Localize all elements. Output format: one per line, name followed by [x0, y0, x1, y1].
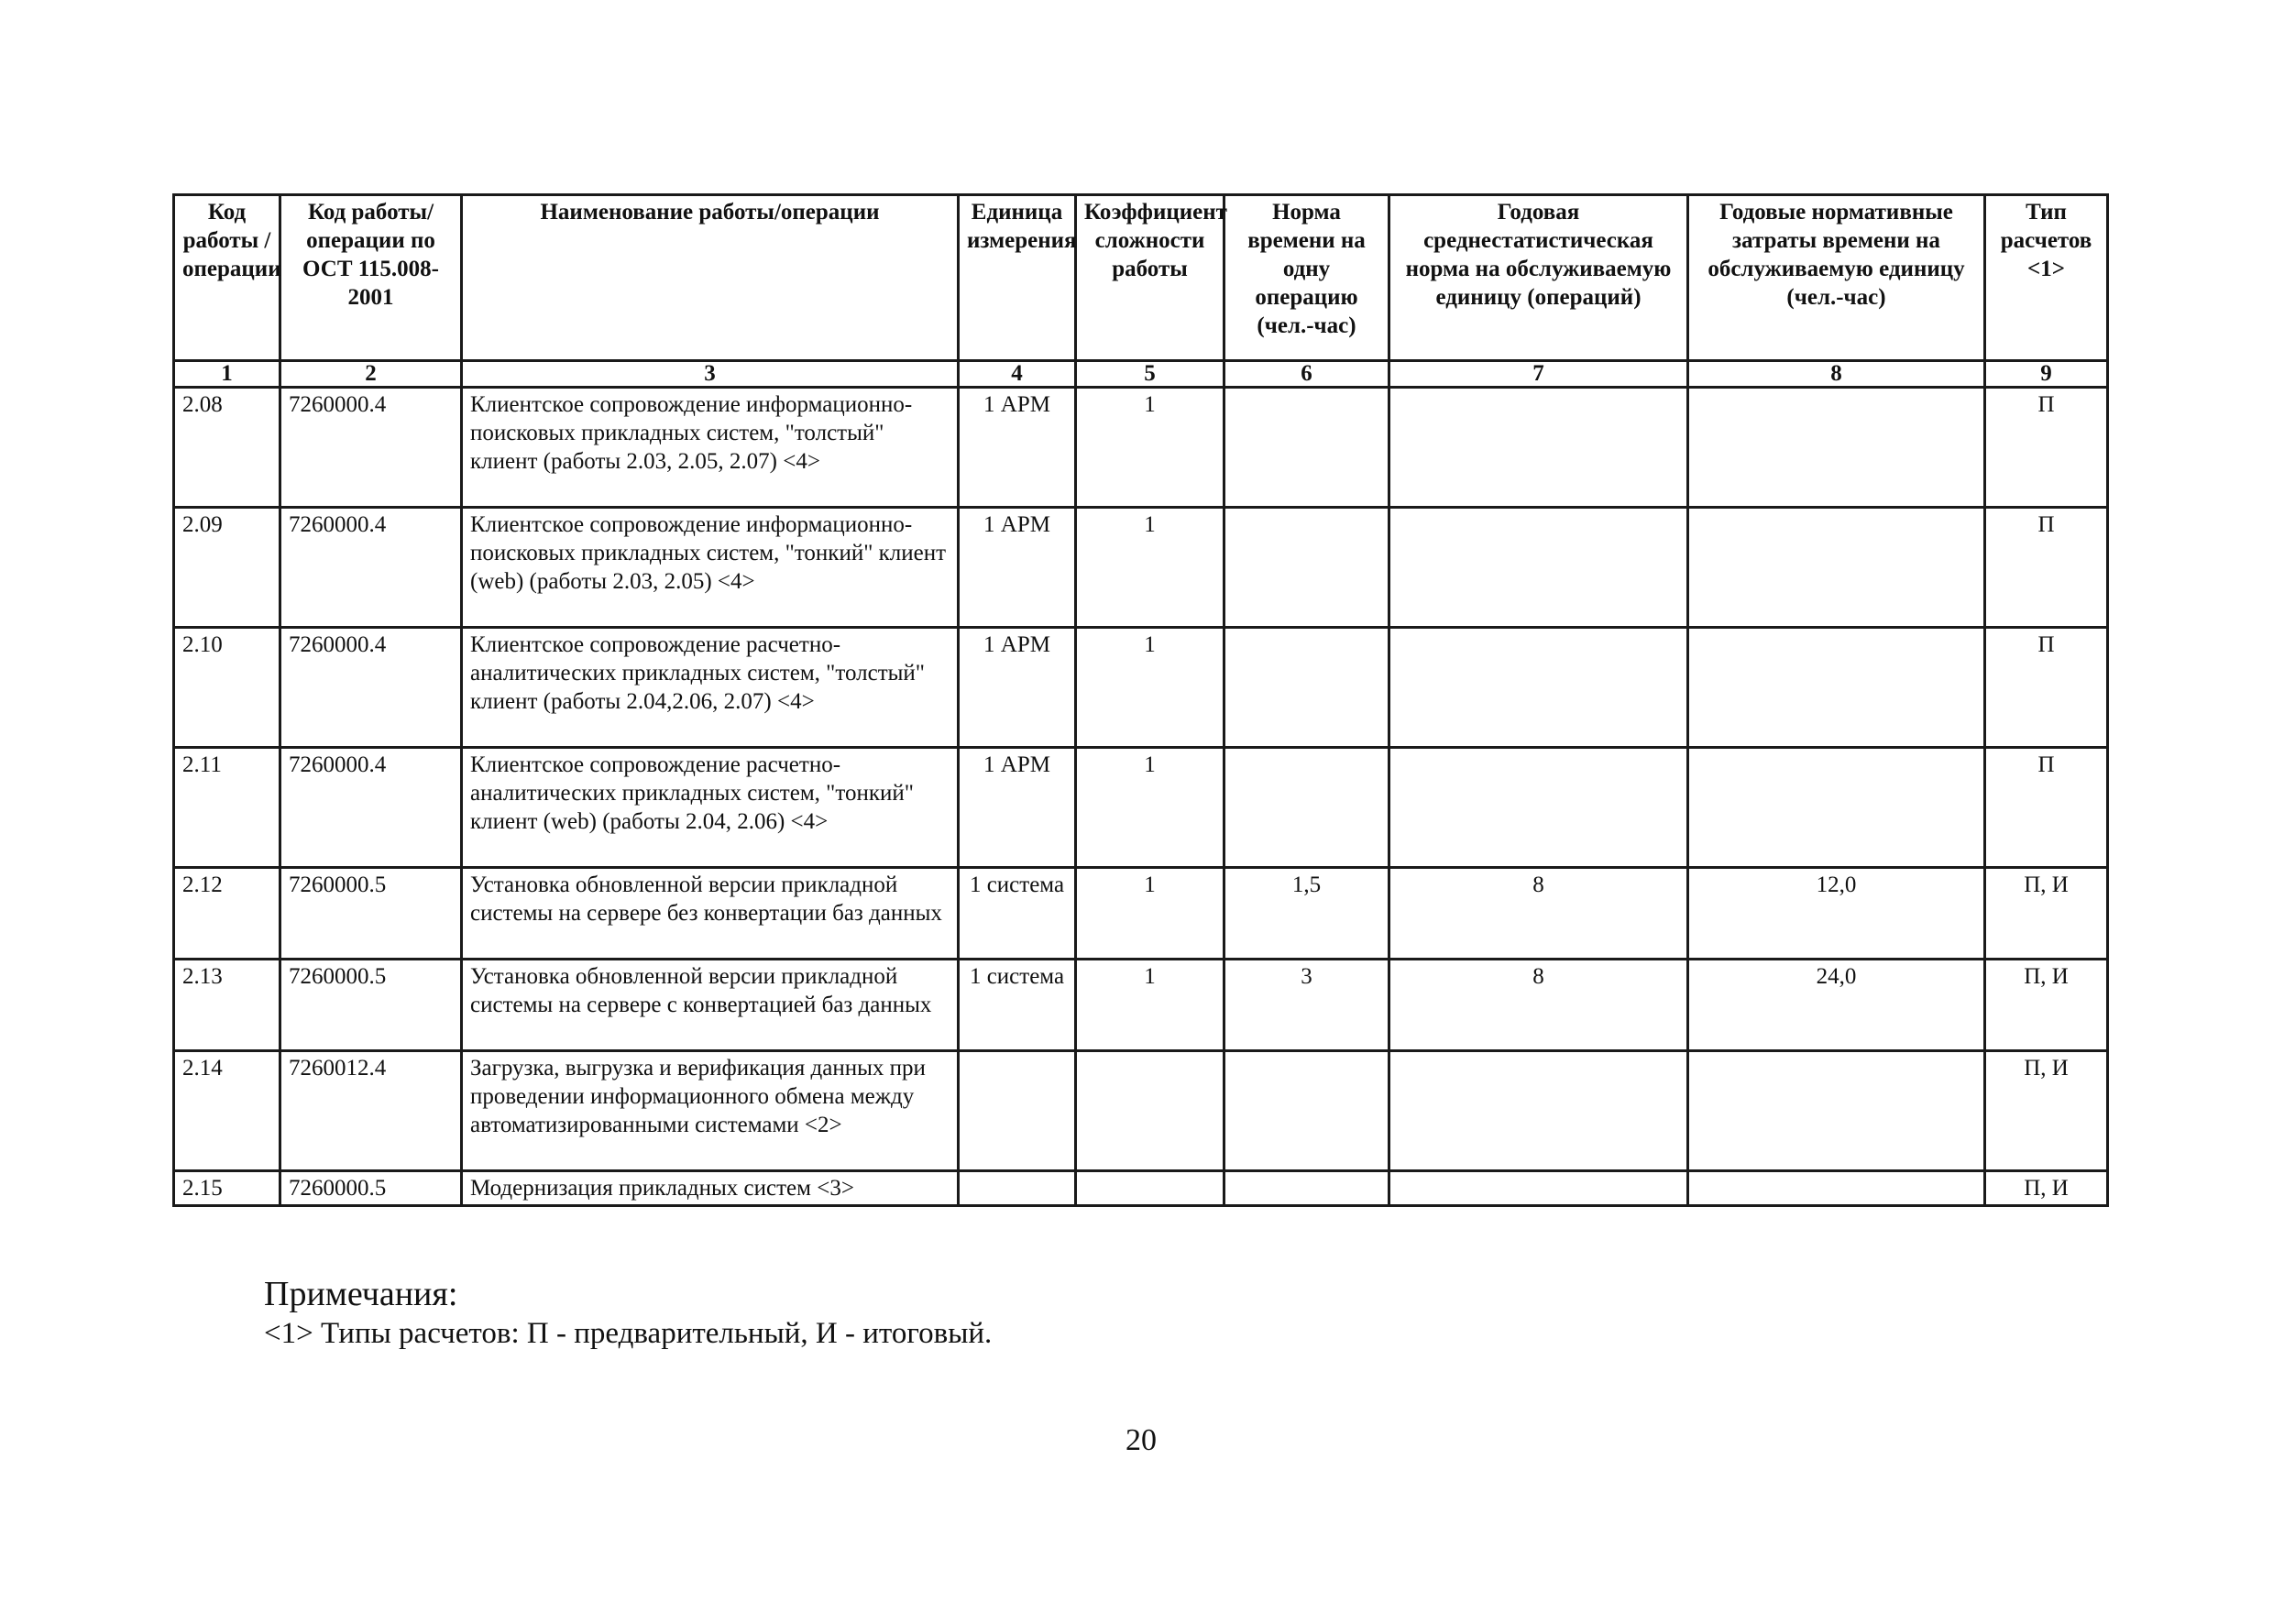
- cell-complexity-coef: 1: [1076, 748, 1224, 868]
- cell-ost-code: 7260000.5: [280, 1171, 462, 1206]
- cell-work-code: 2.12: [174, 868, 280, 960]
- column-number: 5: [1076, 361, 1224, 388]
- cell-ost-code: 7260000.4: [280, 508, 462, 628]
- cell-time-norm: 1,5: [1224, 868, 1389, 960]
- header-time-norm: Норма времени на одну операцию (чел.-час): [1224, 195, 1389, 361]
- column-number: 7: [1389, 361, 1688, 388]
- notes-section: [264, 1274, 992, 1353]
- page-number: 20: [1126, 1423, 1157, 1457]
- cell-ost-code: 7260000.4: [280, 628, 462, 748]
- cell-calc-type: П: [1985, 628, 2108, 748]
- cell-work-name: Установка обновленной версии прикладной системы на сервере с конвертацией баз данных: [462, 960, 959, 1051]
- column-number: 3: [462, 361, 959, 388]
- cell-complexity-coef: [1076, 1171, 1224, 1206]
- table-header-row: [174, 195, 2108, 361]
- cell-time-norm: 3: [1224, 960, 1389, 1051]
- cell-calc-type: П, И: [1985, 868, 2108, 960]
- cell-time-norm: [1224, 1051, 1389, 1171]
- cell-complexity-coef: 1: [1076, 508, 1224, 628]
- cell-work-name: Клиентское сопровождение информационно-поисковых прикладных систем, "толстый" клиент (работы 2.03, 2.05, 2.07) <4>: [462, 388, 959, 508]
- column-number: 9: [1985, 361, 2108, 388]
- cell-unit: 1 АРМ: [959, 388, 1076, 508]
- cell-work-name: Клиентское сопровождение расчетно-аналитических прикладных систем, "тонкий" клиент (web) (работы 2.04, 2.06) <4>: [462, 748, 959, 868]
- header-work-name: Наименование работы/операции: [462, 195, 959, 361]
- cell-ost-code: 7260012.4: [280, 1051, 462, 1171]
- cell-work-code: 2.15: [174, 1171, 280, 1206]
- cell-annual-norm: 8: [1389, 868, 1688, 960]
- cell-ost-code: 7260000.5: [280, 960, 462, 1051]
- table-row: [174, 388, 2108, 508]
- column-number: 2: [280, 361, 462, 388]
- cell-annual-norm: 8: [1389, 960, 1688, 1051]
- table-row: [174, 508, 2108, 628]
- cell-annual-norm: [1389, 388, 1688, 508]
- work-norms-table: [172, 193, 2109, 1207]
- cell-time-norm: [1224, 388, 1389, 508]
- cell-work-name: Клиентское сопровождение расчетно-аналитических прикладных систем, "толстый" клиент (работы 2.04,2.06, 2.07) <4>: [462, 628, 959, 748]
- cell-calc-type: П: [1985, 388, 2108, 508]
- cell-work-name: Клиентское сопровождение информационно-поисковых прикладных систем, "тонкий" клиент (web) (работы 2.03, 2.05) <4>: [462, 508, 959, 628]
- cell-annual-norm: [1389, 748, 1688, 868]
- table-row: [174, 628, 2108, 748]
- header-complexity-coef: Коэффициент сложности работы: [1076, 195, 1224, 361]
- cell-unit: 1 система: [959, 960, 1076, 1051]
- cell-complexity-coef: [1076, 1051, 1224, 1171]
- cell-calc-type: П: [1985, 748, 2108, 868]
- cell-work-name: Загрузка, выгрузка и верификация данных при проведении информационного обмена между автоматизированными системами <2>: [462, 1051, 959, 1171]
- cell-annual-cost: 24,0: [1688, 960, 1985, 1051]
- header-calc-type: Тип расчетов <1>: [1985, 195, 2108, 361]
- cell-complexity-coef: 1: [1076, 868, 1224, 960]
- cell-work-name: Модернизация прикладных систем <3>: [462, 1171, 959, 1206]
- cell-work-code: 2.13: [174, 960, 280, 1051]
- cell-calc-type: П, И: [1985, 1171, 2108, 1206]
- header-annual-cost: Годовые нормативные затраты времени на обслуживаемую единицу (чел.-час): [1688, 195, 1985, 361]
- cell-unit: 1 АРМ: [959, 748, 1076, 868]
- header-ost-code: Код работы/операции по ОСТ 115.008-2001: [280, 195, 462, 361]
- cell-unit: 1 АРМ: [959, 628, 1076, 748]
- cell-complexity-coef: 1: [1076, 960, 1224, 1051]
- cell-calc-type: П, И: [1985, 960, 2108, 1051]
- header-unit: Единица измерения: [959, 195, 1076, 361]
- cell-work-code: 2.11: [174, 748, 280, 868]
- column-number: 1: [174, 361, 280, 388]
- cell-work-code: 2.08: [174, 388, 280, 508]
- table-row: [174, 1171, 2108, 1206]
- cell-unit: [959, 1171, 1076, 1206]
- cell-complexity-coef: 1: [1076, 388, 1224, 508]
- column-number: 8: [1688, 361, 1985, 388]
- cell-complexity-coef: 1: [1076, 628, 1224, 748]
- cell-unit: 1 система: [959, 868, 1076, 960]
- cell-ost-code: 7260000.4: [280, 748, 462, 868]
- table-row: [174, 1051, 2108, 1171]
- column-number-row: [174, 361, 2108, 388]
- cell-annual-cost: [1688, 1051, 1985, 1171]
- cell-work-code: 2.10: [174, 628, 280, 748]
- cell-annual-cost: [1688, 748, 1985, 868]
- cell-ost-code: 7260000.5: [280, 868, 462, 960]
- cell-annual-norm: [1389, 1171, 1688, 1206]
- header-work-code: Код работы /операции: [174, 195, 280, 361]
- cell-work-code: 2.09: [174, 508, 280, 628]
- cell-annual-norm: [1389, 628, 1688, 748]
- cell-annual-cost: [1688, 628, 1985, 748]
- cell-unit: [959, 1051, 1076, 1171]
- cell-annual-cost: 12,0: [1688, 868, 1985, 960]
- cell-annual-cost: [1688, 1171, 1985, 1206]
- cell-work-code: 2.14: [174, 1051, 280, 1171]
- column-number: 4: [959, 361, 1076, 388]
- notes-title: Примечания:: [264, 1275, 458, 1313]
- cell-time-norm: [1224, 628, 1389, 748]
- cell-time-norm: [1224, 508, 1389, 628]
- table-row: [174, 868, 2108, 960]
- cell-annual-cost: [1688, 388, 1985, 508]
- header-annual-norm: Годовая среднестатистическая норма на обслуживаемую единицу (операций): [1389, 195, 1688, 361]
- cell-ost-code: 7260000.4: [280, 388, 462, 508]
- column-number: 6: [1224, 361, 1389, 388]
- cell-time-norm: [1224, 748, 1389, 868]
- note-line: <1> Типы расчетов: П - предварительный, И - итоговый.: [264, 1317, 993, 1350]
- cell-annual-norm: [1389, 508, 1688, 628]
- cell-work-name: Установка обновленной версии прикладной системы на сервере без конвертации баз данных: [462, 868, 959, 960]
- table-row: [174, 748, 2108, 868]
- cell-calc-type: П, И: [1985, 1051, 2108, 1171]
- cell-unit: 1 АРМ: [959, 508, 1076, 628]
- cell-time-norm: [1224, 1171, 1389, 1206]
- cell-annual-cost: [1688, 508, 1985, 628]
- cell-annual-norm: [1389, 1051, 1688, 1171]
- cell-calc-type: П: [1985, 508, 2108, 628]
- table-row: [174, 960, 2108, 1051]
